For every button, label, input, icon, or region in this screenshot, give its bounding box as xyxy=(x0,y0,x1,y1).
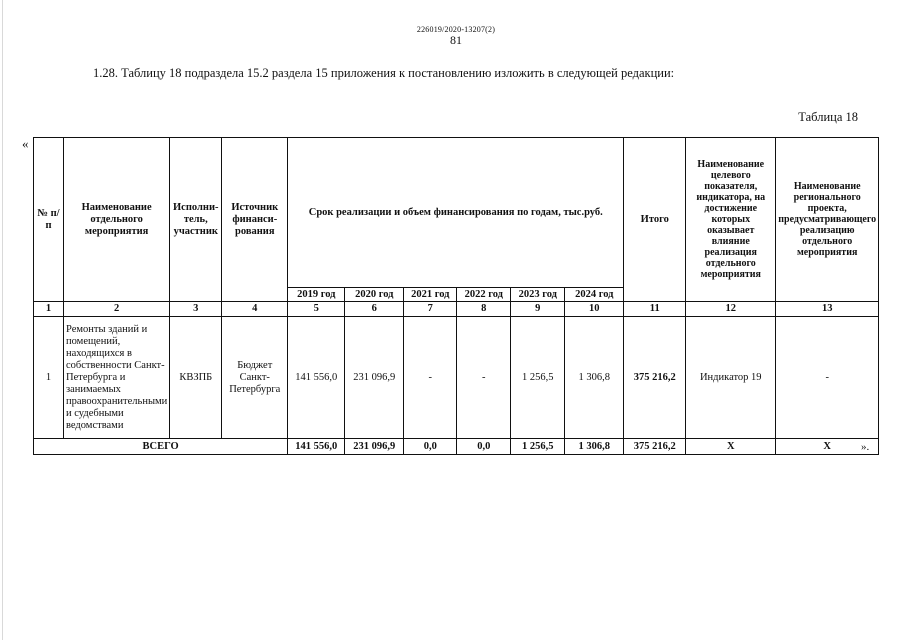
row-value-2023: 1 256,5 xyxy=(511,317,565,439)
row-num: 1 xyxy=(34,317,64,439)
year-2022: 2022 год xyxy=(457,288,511,302)
row-indicator: Индикатор 19 xyxy=(686,317,776,439)
page-number: 81 xyxy=(450,33,462,47)
total-value-2020: 231 096,9 xyxy=(345,439,404,455)
total-value-2019: 141 556,0 xyxy=(288,439,345,455)
year-2024: 2024 год xyxy=(565,288,624,302)
total-grand: 375 216,2 xyxy=(624,439,686,455)
column-number: 12 xyxy=(686,302,776,317)
table-caption: Таблица 18 xyxy=(798,110,858,124)
document-id: 226019/2020-13207(2) xyxy=(416,25,496,34)
header-executor: Исполни-тель, участник xyxy=(170,138,222,302)
header-project: Наименование регионального проекта, предусматривающего реализацию отдельного мероприятия xyxy=(776,138,879,302)
column-number: 4 xyxy=(222,302,288,317)
total-indicator: Х xyxy=(686,439,776,455)
column-number: 3 xyxy=(170,302,222,317)
header-activity: Наименование отдельного мероприятия xyxy=(64,138,170,302)
year-2020: 2020 год xyxy=(345,288,404,302)
row-value-2021: - xyxy=(404,317,457,439)
total-row xyxy=(34,439,879,455)
column-number: 8 xyxy=(457,302,511,317)
closing-quote: ». xyxy=(861,441,870,453)
total-label: ВСЕГО xyxy=(34,439,288,455)
opening-quote: « xyxy=(22,136,29,151)
financing-table xyxy=(33,137,879,455)
total-value-2023: 1 256,5 xyxy=(511,439,565,455)
row-activity: Ремонты зданий и помещений, находящихся в собственности Санкт-Петербурга и занимаемых правоохранительными и судебными ведомствами xyxy=(64,317,170,439)
row-project: - xyxy=(776,317,879,439)
header-source: Источник финанси-рования xyxy=(222,138,288,302)
year-2021: 2021 год xyxy=(404,288,457,302)
column-number: 9 xyxy=(511,302,565,317)
header-indicator: Наименование целевого показателя, индикатора, на достижение которых оказывает влияние реализация отдельного мероприятия xyxy=(686,138,776,302)
total-value-2022: 0,0 xyxy=(457,439,511,455)
year-2019: 2019 год xyxy=(288,288,345,302)
intro-paragraph: 1.28. Таблицу 18 подраздела 15.2 раздела 15 приложения к постановлению изложить в следующей редакции: xyxy=(93,66,675,80)
header-num: № п/п xyxy=(34,138,64,302)
row-value-2020: 231 096,9 xyxy=(345,317,404,439)
column-number: 7 xyxy=(404,302,457,317)
row-total: 375 216,2 xyxy=(624,317,686,439)
total-project: Х xyxy=(776,439,879,455)
total-value-2024: 1 306,8 xyxy=(565,439,624,455)
column-number: 5 xyxy=(288,302,345,317)
column-number-row xyxy=(34,302,879,317)
total-value-2021: 0,0 xyxy=(404,439,457,455)
row-source: Бюджет Санкт-Петербурга xyxy=(222,317,288,439)
column-number: 2 xyxy=(64,302,170,317)
row-value-2019: 141 556,0 xyxy=(288,317,345,439)
header-period: Срок реализации и объем финансирования по годам, тыс.руб. xyxy=(288,138,624,288)
column-number: 6 xyxy=(345,302,404,317)
column-number: 1 xyxy=(34,302,64,317)
year-2023: 2023 год xyxy=(511,288,565,302)
column-number: 13 xyxy=(776,302,879,317)
table-row xyxy=(34,317,879,439)
row-value-2024: 1 306,8 xyxy=(565,317,624,439)
column-number: 10 xyxy=(565,302,624,317)
page-edge xyxy=(2,0,3,640)
row-value-2022: - xyxy=(457,317,511,439)
row-executor: КВЗПБ xyxy=(170,317,222,439)
header-total: Итого xyxy=(624,138,686,302)
column-number: 11 xyxy=(624,302,686,317)
